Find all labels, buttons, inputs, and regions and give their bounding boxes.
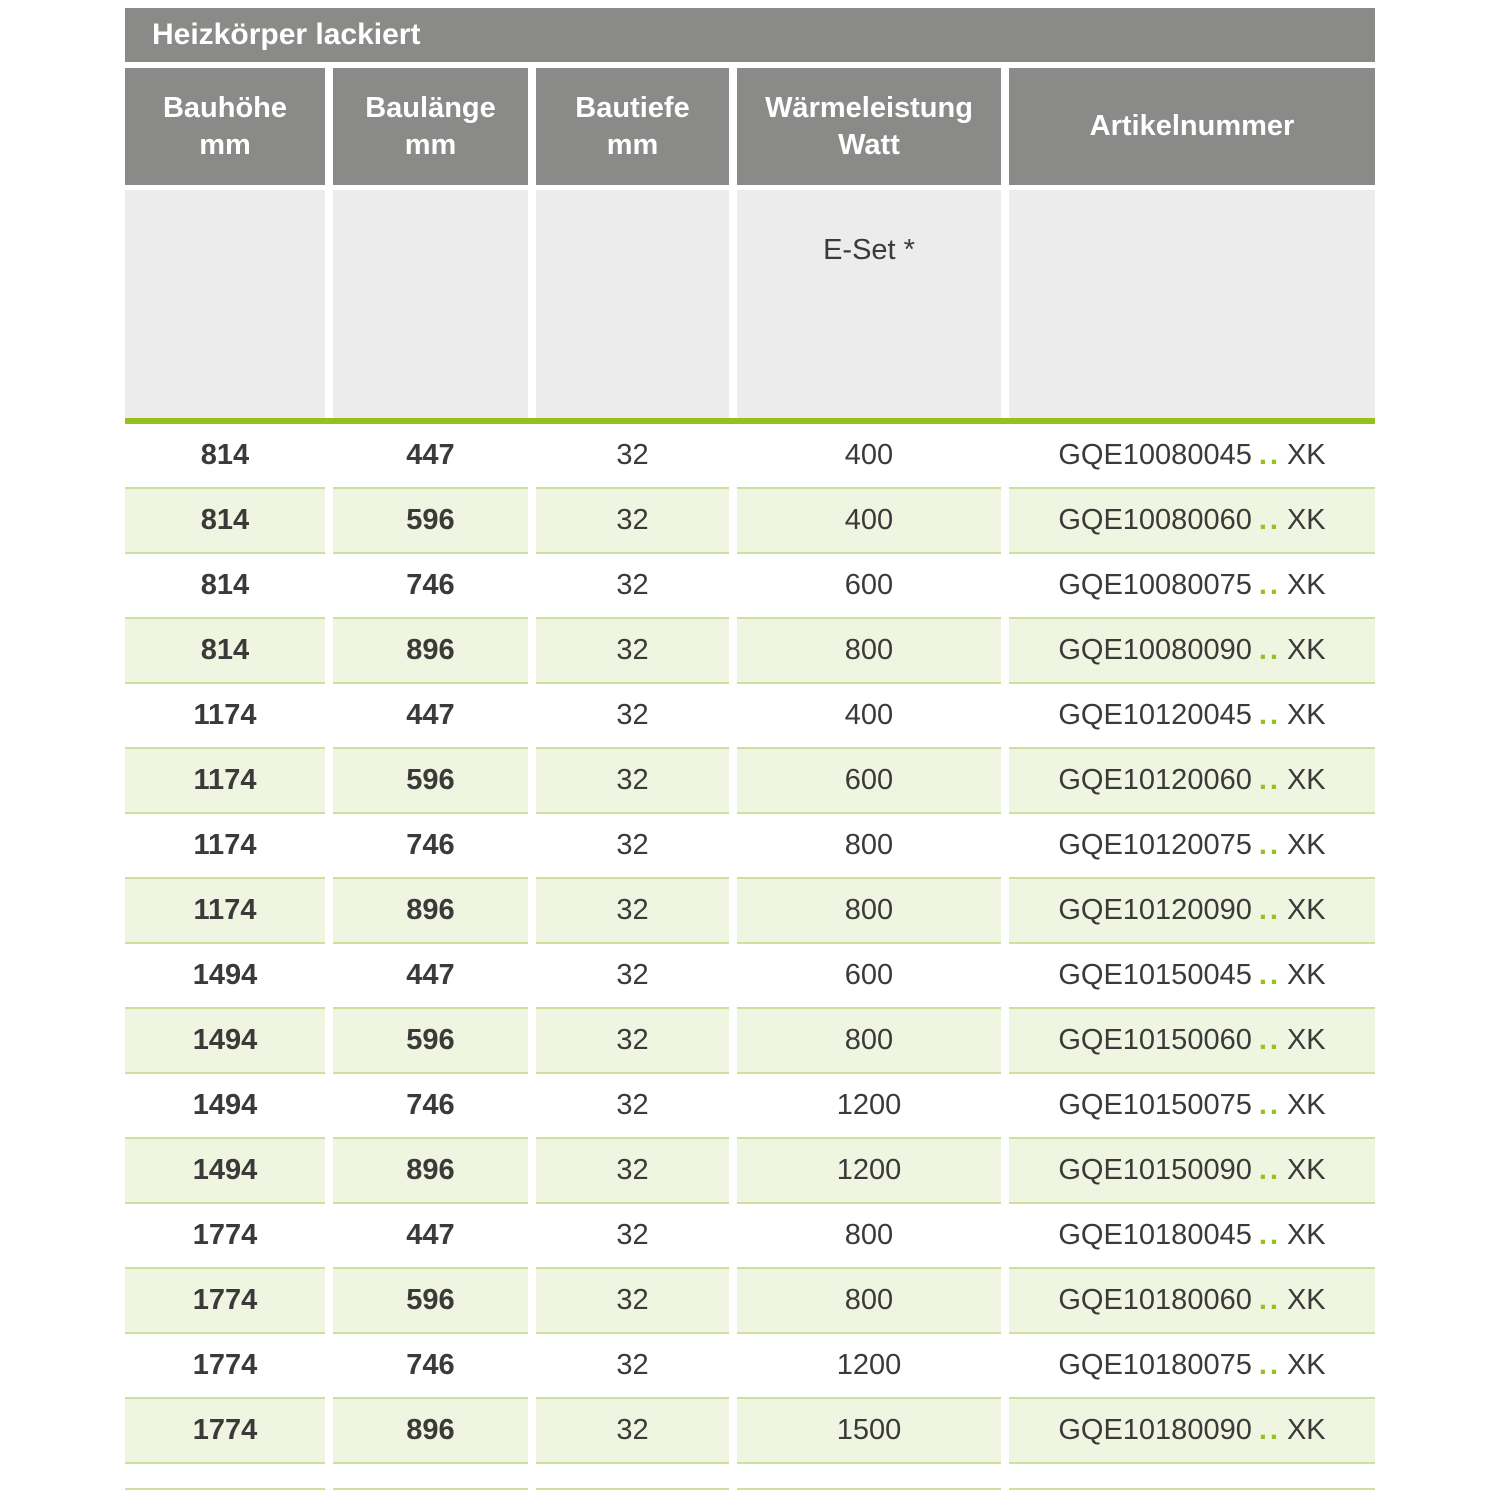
cell-bauhoehe: 1494 <box>125 1074 325 1139</box>
artikel-dots: .. <box>1258 959 1281 991</box>
cell-watt: 400 <box>737 424 1001 489</box>
cell-baulaenge: 596 <box>333 1269 528 1334</box>
table-row <box>125 1399 1375 1464</box>
cell-bauhoehe: 814 <box>125 619 325 684</box>
table-row <box>125 619 1375 684</box>
cell-watt: 600 <box>737 554 1001 619</box>
cell-baulaenge: 896 <box>333 1399 528 1464</box>
artikel-base: GQE10080060 <box>1058 504 1252 536</box>
artikel-suffix: XK <box>1286 699 1326 731</box>
cell-artikelnummer <box>1009 684 1375 749</box>
artikel-base: GQE10080090 <box>1058 634 1252 666</box>
cell-watt: 400 <box>737 684 1001 749</box>
artikel-base: GQE10150090 <box>1058 1154 1252 1186</box>
cell-artikelnummer <box>1009 1074 1375 1139</box>
subheader-baulaenge <box>333 190 528 418</box>
artikel-dots: .. <box>1258 504 1281 536</box>
cell-watt: 800 <box>737 619 1001 684</box>
table-row <box>125 1334 1375 1399</box>
cell-watt: 1200 <box>737 1074 1001 1139</box>
header-waermeleistung-line1: Wärmeleistung <box>765 92 973 125</box>
cell-watt: 1200 <box>737 1334 1001 1399</box>
subheader-eset <box>737 190 1001 418</box>
header-baulaenge-line2: mm <box>404 128 457 161</box>
table-row <box>125 684 1375 749</box>
cell-watt: 600 <box>737 749 1001 814</box>
artikel-dots: .. <box>1258 1154 1281 1186</box>
artikel-suffix: XK <box>1286 1024 1326 1056</box>
table-row <box>125 424 1375 489</box>
cell-baulaenge: 896 <box>333 619 528 684</box>
cell-bautiefe: 32 <box>536 814 729 879</box>
cell-bautiefe: 32 <box>536 1399 729 1464</box>
header-baulaenge-line1: Baulänge <box>365 92 496 125</box>
cell-watt: 400 <box>737 489 1001 554</box>
cell-watt: 800 <box>737 814 1001 879</box>
cell-bautiefe: 32 <box>536 1204 729 1269</box>
partial-next-row <box>125 1464 1375 1490</box>
cell-bauhoehe: 1774 <box>125 1399 325 1464</box>
spec-table <box>125 8 1375 1490</box>
table-row <box>125 489 1375 554</box>
subheader-artikelnummer <box>1009 190 1375 418</box>
cell-bautiefe: 32 <box>536 1074 729 1139</box>
header-artikelnummer <box>1009 68 1375 185</box>
cell-bauhoehe: 1174 <box>125 749 325 814</box>
artikel-dots: .. <box>1258 894 1281 926</box>
artikel-base: GQE10080075 <box>1058 569 1252 601</box>
artikel-suffix: XK <box>1286 1284 1326 1316</box>
artikel-dots: .. <box>1258 1349 1281 1381</box>
header-waermeleistung <box>737 68 1001 185</box>
header-bauhoehe <box>125 68 325 185</box>
cell-bauhoehe: 1774 <box>125 1334 325 1399</box>
artikel-base: GQE10080045 <box>1058 439 1252 471</box>
header-baulaenge <box>333 68 528 185</box>
header-bautiefe <box>536 68 729 185</box>
cell-artikelnummer <box>1009 1009 1375 1074</box>
cell-bauhoehe: 1494 <box>125 1009 325 1074</box>
cell-watt: 600 <box>737 944 1001 1009</box>
cell-artikelnummer <box>1009 814 1375 879</box>
cell-bautiefe: 32 <box>536 424 729 489</box>
artikel-dots: .. <box>1258 1414 1281 1446</box>
artikel-base: GQE10180090 <box>1058 1414 1252 1446</box>
artikel-dots: .. <box>1258 699 1281 731</box>
cell-baulaenge: 896 <box>333 1139 528 1204</box>
cell-artikelnummer <box>1009 944 1375 1009</box>
table-title-bar <box>125 8 1375 62</box>
partial-cell <box>1009 1464 1375 1490</box>
cell-bautiefe: 32 <box>536 879 729 944</box>
cell-bautiefe: 32 <box>536 1334 729 1399</box>
cell-artikelnummer <box>1009 879 1375 944</box>
artikel-dots: .. <box>1258 439 1281 471</box>
table-row <box>125 749 1375 814</box>
partial-cell <box>536 1464 729 1490</box>
artikel-suffix: XK <box>1286 1414 1326 1446</box>
header-bautiefe-line1: Bautiefe <box>575 92 690 125</box>
cell-baulaenge: 447 <box>333 684 528 749</box>
cell-watt: 1200 <box>737 1139 1001 1204</box>
cell-bauhoehe: 1494 <box>125 944 325 1009</box>
artikel-base: GQE10120060 <box>1058 764 1252 796</box>
header-waermeleistung-line2: Watt <box>838 128 900 161</box>
cell-bautiefe: 32 <box>536 1269 729 1334</box>
cell-artikelnummer <box>1009 619 1375 684</box>
eset-label: E-Set * <box>823 234 915 266</box>
cell-bauhoehe: 814 <box>125 489 325 554</box>
cell-watt: 800 <box>737 1204 1001 1269</box>
subheader-bautiefe <box>536 190 729 418</box>
cell-baulaenge: 746 <box>333 1334 528 1399</box>
cell-bauhoehe: 1174 <box>125 879 325 944</box>
subheader-bauhoehe <box>125 190 325 418</box>
cell-watt: 800 <box>737 879 1001 944</box>
cell-bauhoehe: 1174 <box>125 814 325 879</box>
cell-bauhoehe: 1174 <box>125 684 325 749</box>
cell-artikelnummer <box>1009 489 1375 554</box>
cell-bauhoehe: 1774 <box>125 1269 325 1334</box>
artikel-dots: .. <box>1258 1089 1281 1121</box>
cell-bautiefe: 32 <box>536 619 729 684</box>
header-bautiefe-line2: mm <box>606 128 659 161</box>
cell-bauhoehe: 814 <box>125 424 325 489</box>
cell-artikelnummer <box>1009 1269 1375 1334</box>
artikel-suffix: XK <box>1286 1349 1326 1381</box>
cell-artikelnummer <box>1009 1139 1375 1204</box>
subheader-row <box>125 190 1375 418</box>
table-row <box>125 1074 1375 1139</box>
table-row <box>125 1139 1375 1204</box>
cell-bautiefe: 32 <box>536 749 729 814</box>
table-row <box>125 1009 1375 1074</box>
table-row <box>125 1269 1375 1334</box>
cell-bauhoehe: 1774 <box>125 1204 325 1269</box>
artikel-base: GQE10120045 <box>1058 699 1252 731</box>
table-row <box>125 1204 1375 1269</box>
artikel-dots: .. <box>1258 569 1281 601</box>
cell-baulaenge: 447 <box>333 944 528 1009</box>
cell-baulaenge: 447 <box>333 1204 528 1269</box>
cell-bauhoehe: 1494 <box>125 1139 325 1204</box>
cell-bautiefe: 32 <box>536 684 729 749</box>
header-row <box>125 68 1375 185</box>
cell-artikelnummer <box>1009 424 1375 489</box>
cell-baulaenge: 746 <box>333 1074 528 1139</box>
table-row <box>125 814 1375 879</box>
artikel-dots: .. <box>1258 1024 1281 1056</box>
artikel-suffix: XK <box>1286 504 1326 536</box>
table-row <box>125 879 1375 944</box>
artikel-base: GQE10150075 <box>1058 1089 1252 1121</box>
cell-bautiefe: 32 <box>536 1009 729 1074</box>
cell-baulaenge: 596 <box>333 749 528 814</box>
cell-baulaenge: 596 <box>333 1009 528 1074</box>
artikel-suffix: XK <box>1286 1154 1326 1186</box>
artikel-suffix: XK <box>1286 1089 1326 1121</box>
cell-baulaenge: 596 <box>333 489 528 554</box>
artikel-base: GQE10120090 <box>1058 894 1252 926</box>
artikel-suffix: XK <box>1286 829 1326 861</box>
cell-artikelnummer <box>1009 1334 1375 1399</box>
cell-baulaenge: 746 <box>333 554 528 619</box>
partial-cell <box>737 1464 1001 1490</box>
cell-watt: 1500 <box>737 1399 1001 1464</box>
table-row <box>125 554 1375 619</box>
header-bauhoehe-line2: mm <box>199 128 251 161</box>
cell-bautiefe: 32 <box>536 944 729 1009</box>
artikel-suffix: XK <box>1286 439 1326 471</box>
artikel-suffix: XK <box>1286 634 1326 666</box>
partial-cell <box>125 1464 325 1490</box>
artikel-dots: .. <box>1258 1284 1281 1316</box>
cell-artikelnummer <box>1009 554 1375 619</box>
cell-artikelnummer <box>1009 1399 1375 1464</box>
artikel-suffix: XK <box>1286 764 1326 796</box>
table-title: Heizkörper lackiert <box>152 18 421 51</box>
artikel-base: GQE10180075 <box>1058 1349 1252 1381</box>
artikel-base: GQE10120075 <box>1058 829 1252 861</box>
artikel-base: GQE10150045 <box>1058 959 1252 991</box>
cell-artikelnummer <box>1009 1204 1375 1269</box>
cell-watt: 800 <box>737 1009 1001 1074</box>
cell-bautiefe: 32 <box>536 489 729 554</box>
cell-bautiefe: 32 <box>536 1139 729 1204</box>
artikel-dots: .. <box>1258 764 1281 796</box>
artikel-base: GQE10180045 <box>1058 1219 1252 1251</box>
cell-bautiefe: 32 <box>536 554 729 619</box>
cell-baulaenge: 896 <box>333 879 528 944</box>
artikel-base: GQE10180060 <box>1058 1284 1252 1316</box>
partial-cell <box>333 1464 528 1490</box>
artikel-suffix: XK <box>1286 959 1326 991</box>
cell-bauhoehe: 814 <box>125 554 325 619</box>
artikel-suffix: XK <box>1286 1219 1326 1251</box>
artikel-dots: .. <box>1258 829 1281 861</box>
cell-artikelnummer <box>1009 749 1375 814</box>
artikel-suffix: XK <box>1286 569 1326 601</box>
header-bauhoehe-line1: Bauhöhe <box>162 92 288 125</box>
artikel-dots: .. <box>1258 634 1281 666</box>
artikel-dots: .. <box>1258 1219 1281 1251</box>
header-artikelnummer-line1: Artikelnummer <box>1089 110 1295 143</box>
table-row <box>125 944 1375 1009</box>
table-body <box>125 424 1375 1464</box>
artikel-base: GQE10150060 <box>1058 1024 1252 1056</box>
cell-baulaenge: 746 <box>333 814 528 879</box>
cell-watt: 800 <box>737 1269 1001 1334</box>
artikel-suffix: XK <box>1286 894 1326 926</box>
cell-baulaenge: 447 <box>333 424 528 489</box>
